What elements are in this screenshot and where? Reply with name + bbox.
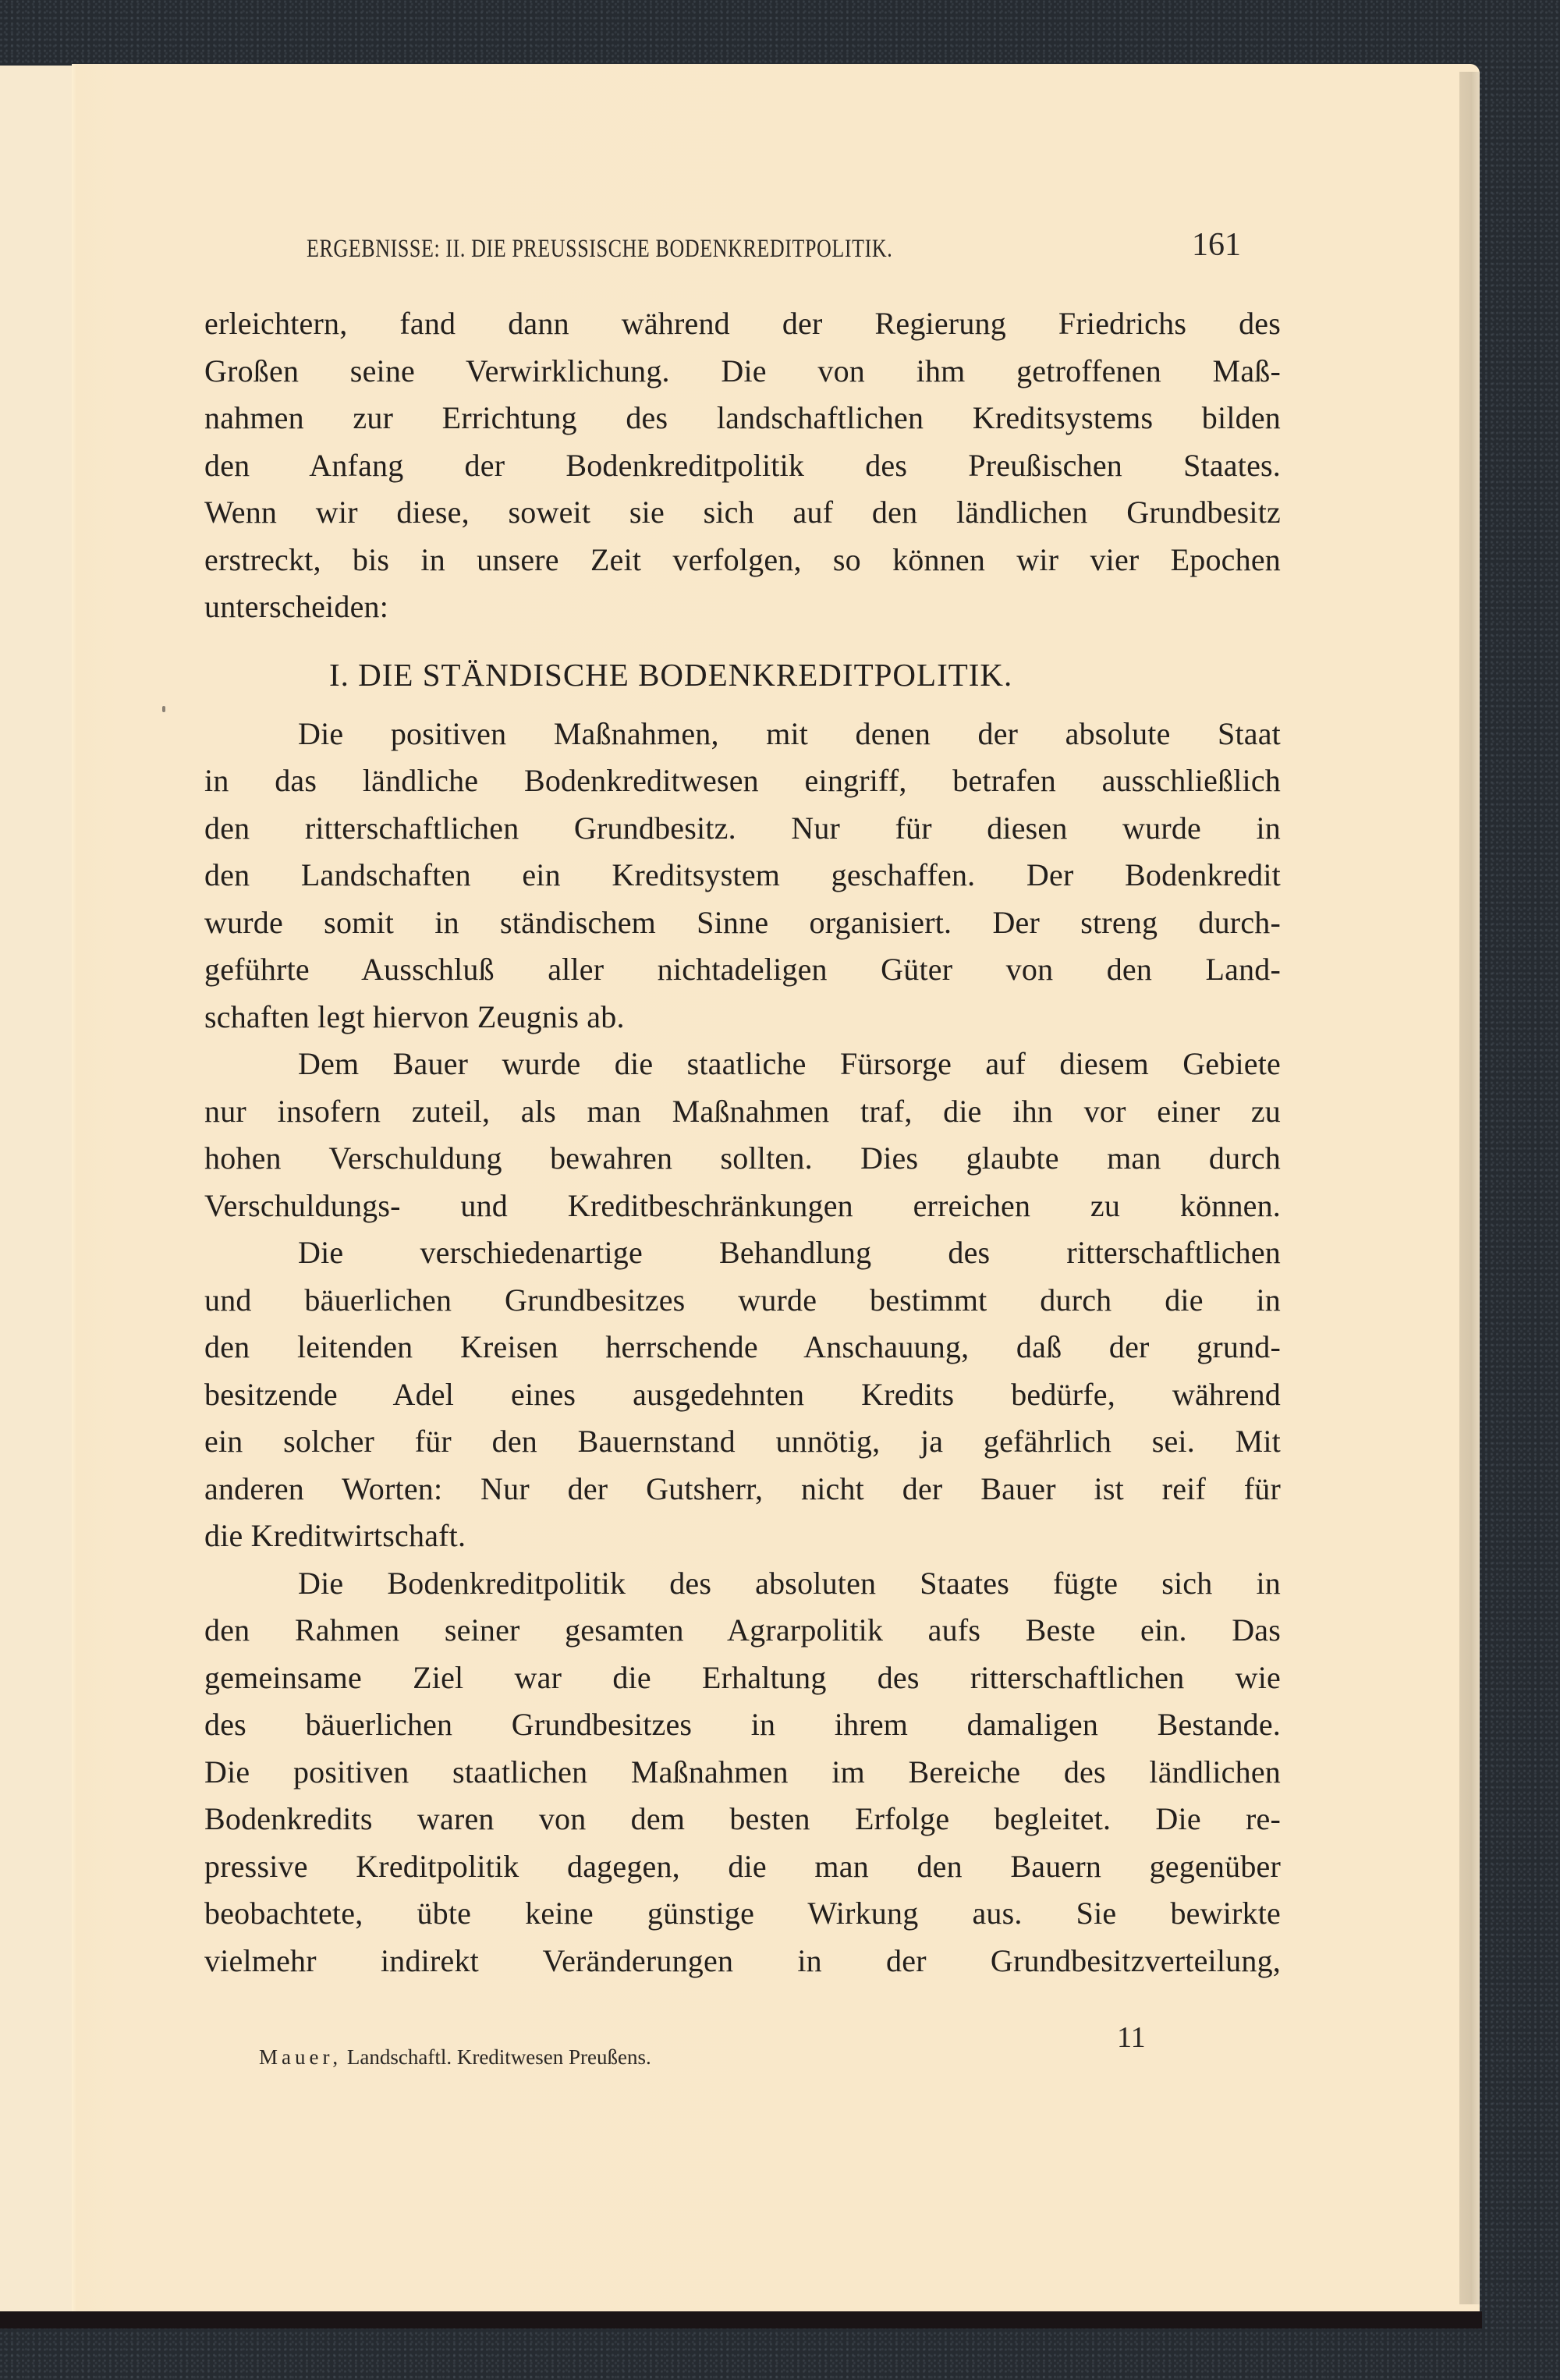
text-line: geführte Ausschluß aller nichtadeligen Güter von den Land- (204, 952, 1281, 987)
text-line: den ritterschaftlichen Grundbesitz. Nur für diesen wurde in (204, 810, 1281, 846)
text-line: Großen seine Verwirklichung. Die von ihm getroffenen Maß- (204, 353, 1281, 388)
paper-speck (162, 706, 165, 712)
text-line: Verschuldungs- und Kreditbeschränkungen erreichen zu können. (204, 1187, 1281, 1223)
text-line: und bäuerlichen Grundbesitzes wurde bestimmt durch die in (204, 1282, 1281, 1318)
page-bottom-shadow (0, 2311, 1482, 2329)
text-line: vielmehr indirekt Veränderungen in der Grundbesitzverteilung, (204, 1942, 1281, 1978)
text-line: nahmen zur Errichtung des landschaftlichen Kreditsystems bilden (204, 400, 1281, 435)
text-line: Wenn wir diese, soweit sie sich auf den ländlichen Grundbesitz (204, 495, 1281, 530)
signature-number: 11 (1117, 2021, 1146, 2054)
text-line: des bäuerlichen Grundbesitzes in ihrem damaligen Bestande. (204, 1707, 1281, 1742)
paragraph-4 (204, 1560, 1281, 1985)
text-line: unterscheiden: (204, 589, 389, 624)
text-line: den Anfang der Bodenkreditpolitik des Preußischen Staates. (204, 447, 1281, 483)
text-line: in das ländliche Bodenkreditwesen eingriff, betrafen ausschließlich (204, 763, 1281, 798)
text-line: besitzende Adel eines ausgedehnten Kredits bedürfe, während (204, 1376, 1281, 1412)
text-line: nur insofern zuteil, als man Maßnahmen traf, die ihn vor einer zu (204, 1093, 1281, 1129)
text-line: wurde somit in ständischem Sinne organisiert. Der streng durch- (204, 904, 1281, 940)
text-line: Die Bodenkreditpolitik des absoluten Staates fügte sich in (298, 1565, 1281, 1601)
text-line: erstreckt, bis in unsere Zeit verfolgen, so können wir vier Epochen (204, 541, 1281, 577)
text-line: den leitenden Kreisen herrschende Anschauung, daß der grund- (204, 1329, 1281, 1364)
section-heading: I. DIE STÄNDISCHE BODENKREDITPOLITIK. (329, 656, 1013, 693)
facing-page-edge (0, 66, 72, 2312)
intro-paragraph (204, 300, 1281, 631)
text-line: die Kreditwirtschaft. (204, 1518, 466, 1553)
body-text (204, 300, 1281, 1985)
text-line: schaften legt hiervon Zeugnis ab. (204, 998, 625, 1034)
text-line: den Rahmen seiner gesamten Agrarpolitik aufs Beste ein. Das (204, 1612, 1281, 1648)
signature-title: Landschaftl. Kreditwesen Preußens. (346, 2045, 651, 2069)
text-line: ein solcher für den Bauernstand unnötig, ja gefährlich sei. Mit (204, 1424, 1281, 1459)
paragraph-2 (204, 1041, 1281, 1229)
text-line: Dem Bauer wurde die staatliche Fürsorge auf diesem Gebiete (298, 1046, 1281, 1081)
page-number: 161 (1192, 227, 1241, 263)
paragraph-3 (204, 1229, 1281, 1560)
paragraph-1 (204, 711, 1281, 1041)
text-line: pressive Kreditpolitik dagegen, die man den Bauern gegenüber (204, 1848, 1281, 1884)
signature-line (259, 2045, 651, 2070)
text-line: anderen Worten: Nur der Gutsherr, nicht der Bauer ist reif für (204, 1470, 1281, 1506)
page-stack-edge (1459, 72, 1480, 2304)
text-line: hohen Verschuldung bewahren sollten. Dies glaubte man durch (204, 1140, 1281, 1176)
text-line: erleichtern, fand dann während der Regierung Friedrichs des (204, 306, 1281, 341)
running-head-title: ERGEBNISSE: II. DIE PREUSSISCHE BODENKREDITPOLITIK. (307, 234, 893, 263)
text-line: Die positiven Maßnahmen, mit denen der absolute Staat (298, 715, 1281, 751)
text-line: den Landschaften ein Kreditsystem geschaffen. Der Bodenkredit (204, 857, 1281, 892)
text-line: beobachtete, übte keine günstige Wirkung aus. Sie bewirkte (204, 1896, 1281, 1931)
text-line: Die verschiedenartige Behandlung des ritterschaftlichen (298, 1235, 1281, 1270)
text-line: gemeinsame Ziel war die Erhaltung des ritterschaftlichen wie (204, 1659, 1281, 1695)
text-line: Bodenkredits waren von dem besten Erfolge begleitet. Die re- (204, 1801, 1281, 1836)
text-line: Die positiven staatlichen Maßnahmen im Bereiche des ländlichen (204, 1754, 1281, 1789)
signature-author: Mauer, (259, 2045, 342, 2069)
